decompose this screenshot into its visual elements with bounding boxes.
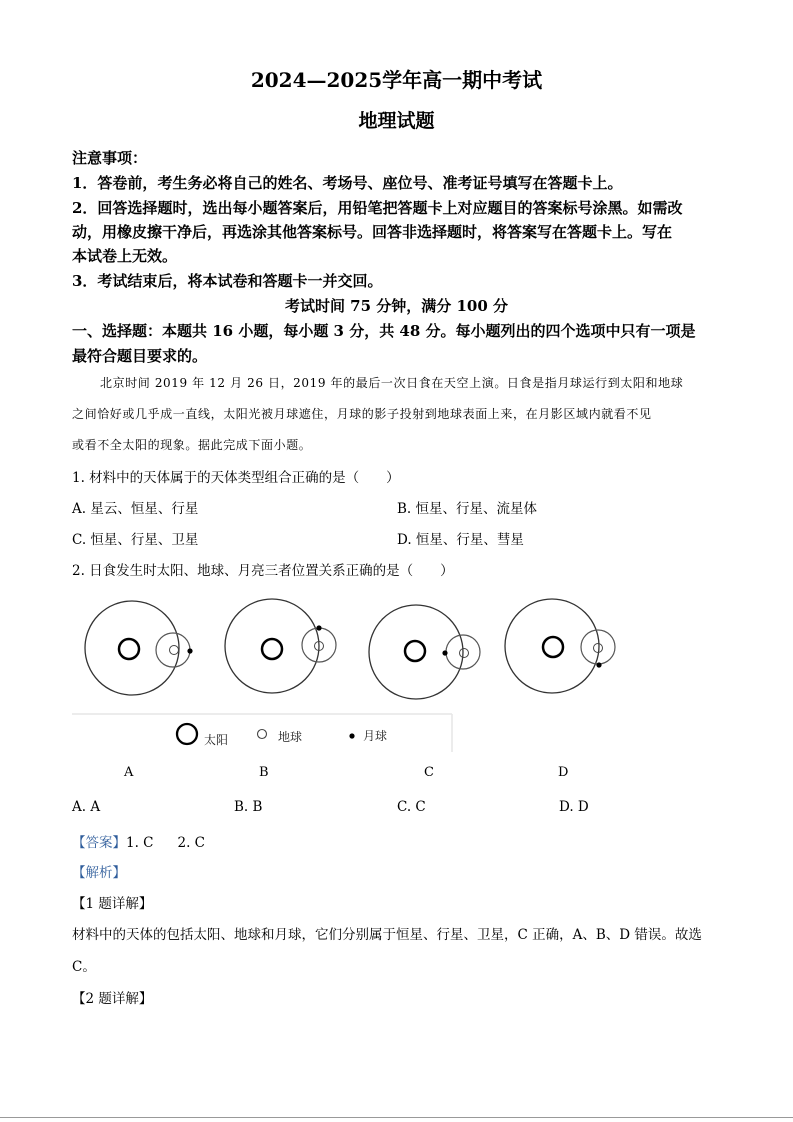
answer-line xyxy=(72,831,205,851)
question-1-stem: 1. 材料中的天体属于的天体类型组合正确的是（ ） xyxy=(72,470,400,486)
earth-d xyxy=(594,644,603,653)
moon-orbit-a xyxy=(156,633,190,667)
sun-c xyxy=(405,641,425,661)
diagram-b xyxy=(225,599,336,693)
passage-line-3: 或看不全太阳的现象。据此完成下面小题。 xyxy=(72,438,312,452)
orbit-circle-a xyxy=(85,601,179,695)
analysis-q1-line-2: C。 xyxy=(72,959,96,975)
notice-item-3: 3．考试结束后，将本试卷和答题卡一并交回。 xyxy=(72,272,383,290)
passage-line-1: 北京时间 2019 年 12 月 26 日，2019 年的最后一次日食在天空上演。日食是指月球运行到太阳和地球 xyxy=(100,376,684,390)
answer-q1: 1. C xyxy=(126,835,154,851)
legend-sun-label: 太阳 xyxy=(204,733,229,747)
legend-sun-symbol xyxy=(177,724,197,744)
notice-item-2-line-2: 动，用橡皮擦干净后，再选涂其他答案标号。回答非选择题时，将答案写在答题卡上。写在 xyxy=(72,223,673,241)
legend-earth-symbol xyxy=(258,730,267,739)
moon-b xyxy=(316,625,321,630)
legend-moon-symbol xyxy=(349,733,354,738)
answer-tag: 【答案】 xyxy=(72,835,126,851)
question-2-option-c: C. C xyxy=(397,799,426,815)
exam-title: 2024—2025学年高一期中考试 xyxy=(250,68,543,92)
diagram-label-a: A xyxy=(124,765,134,780)
orbit-circle-c xyxy=(369,605,463,699)
section-heading-line-2: 最符合题目要求的。 xyxy=(72,347,208,365)
notice-item-2-line-3: 本试卷上无效。 xyxy=(72,247,178,265)
question-2-stem: 2. 日食发生时太阳、地球、月亮三者位置关系正确的是（ ） xyxy=(72,563,454,579)
notice-heading: 注意事项： xyxy=(72,149,148,167)
diagram-label-b: B xyxy=(259,765,269,780)
earth-a xyxy=(170,646,179,655)
moon-d xyxy=(596,662,601,667)
sun-a xyxy=(119,639,139,659)
analysis-q2-heading: 【2 题详解】 xyxy=(72,991,153,1007)
diagram-d xyxy=(505,599,615,693)
analysis-q1-line-1: 材料中的天体的包括太阳、地球和月球，它们分别属于恒星、行星、卫星，C 正确，A、B、D 错误。故选 xyxy=(72,927,702,943)
moon-c xyxy=(442,650,447,655)
notice-item-2-line-1: 2．回答选择题时，选出每小题答案后，用铅笔把答题卡上对应题目的答案标号涂黑。如需改 xyxy=(72,199,683,217)
earth-c xyxy=(460,649,469,658)
exam-info: 考试时间 75 分钟，满分 100 分 xyxy=(284,297,509,315)
eclipse-diagram xyxy=(60,590,660,790)
orbit-circle-d xyxy=(505,599,599,693)
question-2-option-b: B. B xyxy=(234,799,263,815)
question-2-option-d: D. D xyxy=(559,799,589,815)
sun-d xyxy=(543,637,563,657)
moon-a xyxy=(187,648,192,653)
question-1-option-b: B. 恒星、行星、流星体 xyxy=(397,501,538,517)
legend-moon-label: 月球 xyxy=(363,729,388,743)
analysis-tag: 【解析】 xyxy=(72,865,126,881)
exam-subtitle: 地理试题 xyxy=(358,110,435,132)
analysis-q1-heading: 【1 题详解】 xyxy=(72,896,153,912)
page-bottom-rule xyxy=(0,1117,793,1118)
question-1-option-a: A. 星云、恒星、行星 xyxy=(72,501,199,517)
diagram-label-d: D xyxy=(558,765,569,780)
orbit-circle-b xyxy=(225,599,319,693)
question-2-option-a: A. A xyxy=(72,799,101,815)
sun-b xyxy=(262,639,282,659)
notice-item-1: 1．答卷前，考生务必将自己的姓名、考场号、座位号、准考证号填写在答题卡上。 xyxy=(72,174,623,192)
question-1-option-c: C. 恒星、行星、卫星 xyxy=(72,532,199,548)
answer-q2: 2. C xyxy=(177,835,206,851)
section-heading-line-1: 一、选择题：本题共 16 小题，每小题 3 分，共 48 分。每小题列出的四个选项中只有一项是 xyxy=(72,322,696,340)
passage-line-2: 之间恰好或几乎成一直线，太阳光被月球遮住，月球的影子投射到地球表面上来，在月影区域内就看不见 xyxy=(72,407,652,421)
diagram-c xyxy=(369,605,480,699)
question-1-option-d: D. 恒星、行星、彗星 xyxy=(397,532,524,548)
diagram-label-c: C xyxy=(424,765,434,780)
diagram-a xyxy=(85,601,193,695)
legend-earth-label: 地球 xyxy=(278,730,303,744)
